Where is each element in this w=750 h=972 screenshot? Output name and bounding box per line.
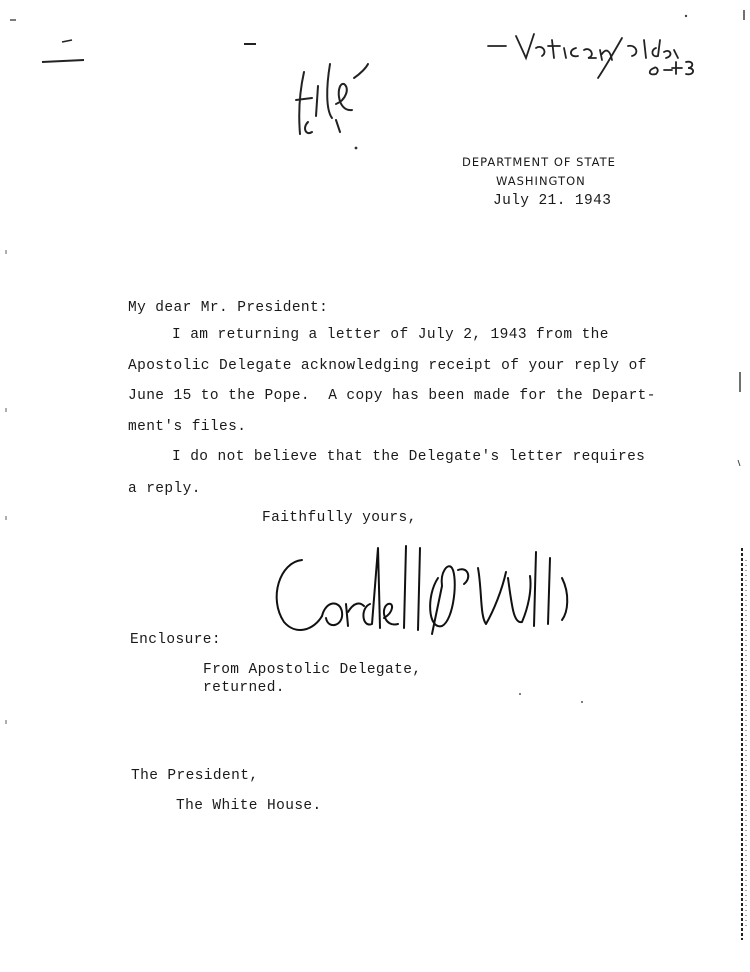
body-line: a reply.	[128, 481, 201, 497]
signature	[262, 538, 602, 638]
department-heading: DEPARTMENT OF STATE	[462, 155, 616, 169]
body-line: Apostolic Delegate acknowledging receipt of your reply of	[128, 358, 647, 374]
body-line: ment's files.	[128, 419, 247, 435]
addressee-line: The President,	[131, 768, 259, 784]
body-line: I do not believe that the Delegate's letter requires	[172, 449, 646, 465]
closing: Faithfully yours,	[262, 510, 417, 526]
enclosure-line: From Apostolic Delegate,	[203, 662, 422, 678]
body-line: I am returning a letter of July 2, 1943 from the	[172, 327, 609, 343]
enclosure-label: Enclosure:	[130, 632, 222, 648]
page-edge-artifacts	[728, 0, 750, 972]
salutation: My dear Mr. President:	[128, 300, 329, 316]
file-handwritten-note	[296, 64, 368, 134]
vatican-folder-handwritten-note	[488, 34, 693, 78]
city-heading: WASHINGTON	[496, 174, 586, 188]
letter-date: July 21. 1943	[493, 193, 612, 209]
body-line: June 15 to the Pope. A copy has been made for the Depart-	[128, 388, 656, 404]
left-edge-artifacts	[0, 0, 18, 972]
enclosure-line: returned.	[203, 680, 285, 696]
addressee-line: The White House.	[176, 798, 322, 814]
